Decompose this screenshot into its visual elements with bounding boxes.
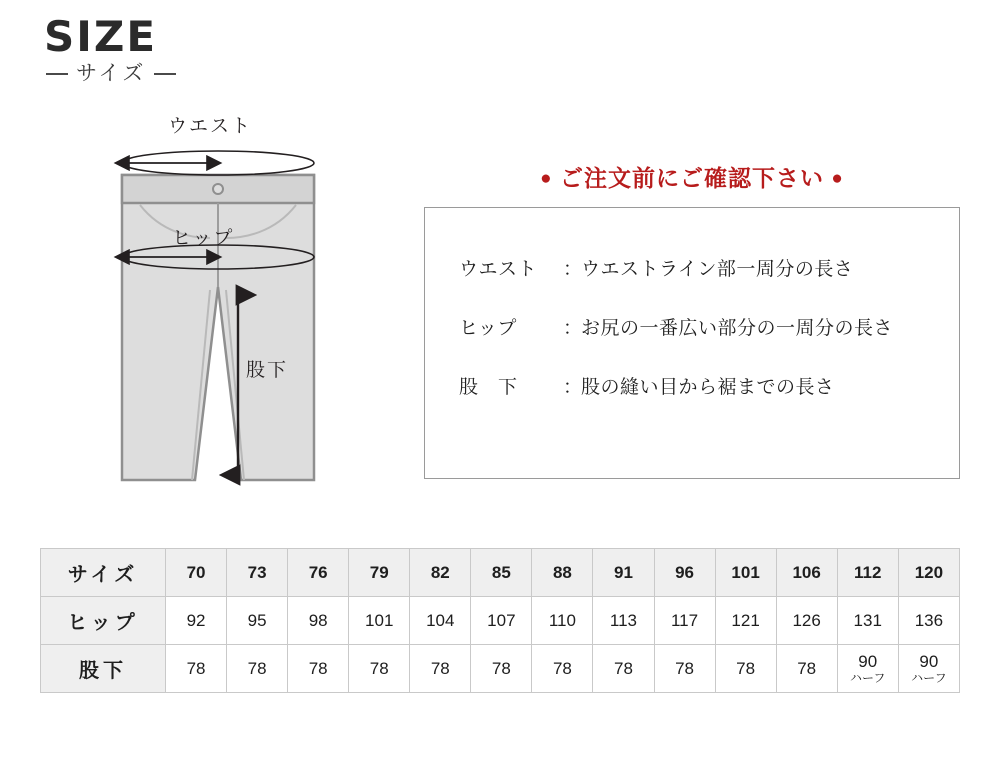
notice-row — [459, 372, 959, 399]
notice-colon: ： — [563, 259, 583, 280]
table-cell-hip: 121 — [715, 597, 776, 645]
table-cell-size: 112 — [837, 549, 898, 597]
page-title-en: SIZE — [44, 12, 158, 61]
table-rowheader-inseam: 股下 — [41, 645, 166, 693]
table-cell-inseam — [715, 645, 776, 693]
notice-label: 股 下 — [459, 377, 538, 398]
table-rowheader-hip: ヒップ — [41, 597, 166, 645]
cell-value: 78 — [369, 658, 389, 678]
table-cell-size: 70 — [166, 549, 227, 597]
table-cell-size: 73 — [227, 549, 288, 597]
cell-value: 78 — [247, 658, 267, 678]
table-cell-inseam — [349, 645, 410, 693]
table-cell-inseam — [837, 645, 898, 693]
cell-value: 90 — [858, 651, 878, 671]
notice-colon: ： — [563, 318, 583, 339]
cell-value: 78 — [491, 658, 511, 678]
table-cell-hip: 136 — [898, 597, 959, 645]
pants-measurement-illustration — [100, 105, 360, 505]
bullet-left-icon: ● — [540, 168, 553, 189]
table-cell-hip: 126 — [776, 597, 837, 645]
table-cell-inseam — [532, 645, 593, 693]
cell-note: ハーフ — [850, 670, 886, 685]
table-row-size — [41, 549, 960, 597]
table-cell-inseam — [593, 645, 654, 693]
table-cell-inseam — [776, 645, 837, 693]
cell-value: 78 — [308, 658, 328, 678]
size-table-wrapper — [40, 548, 960, 693]
table-cell-hip: 104 — [410, 597, 471, 645]
table-cell-hip: 95 — [227, 597, 288, 645]
cell-value: 78 — [430, 658, 450, 678]
notice-text: ウエストライン部一周分の長さ — [581, 259, 854, 280]
table-cell-inseam — [227, 645, 288, 693]
table-cell-size: 91 — [593, 549, 654, 597]
table-cell-hip: 110 — [532, 597, 593, 645]
table-cell-hip: 117 — [654, 597, 715, 645]
cell-value: 78 — [552, 658, 572, 678]
table-cell-size: 76 — [288, 549, 349, 597]
page-title — [44, 14, 344, 86]
notice-title — [424, 160, 960, 193]
hip-label: ヒップ — [172, 228, 235, 249]
inseam-label: 股下 — [246, 360, 289, 381]
title-dash-right — [154, 73, 176, 75]
table-cell-hip: 131 — [837, 597, 898, 645]
notice-label: ヒップ — [459, 318, 537, 339]
table-cell-inseam — [166, 645, 227, 693]
table-cell-inseam — [471, 645, 532, 693]
table-row-hip — [41, 597, 960, 645]
table-cell-size: 106 — [776, 549, 837, 597]
notice-title-text: ご注文前にご確認下さい — [560, 165, 824, 191]
notice-text: お尻の一番広い部分の一周分の長さ — [581, 318, 894, 339]
size-table — [40, 548, 960, 693]
table-cell-hip: 92 — [166, 597, 227, 645]
waist-button — [213, 184, 223, 194]
cell-value: 78 — [675, 658, 694, 678]
table-cell-inseam — [654, 645, 715, 693]
cell-value: 90 — [919, 651, 939, 671]
table-cell-inseam — [410, 645, 471, 693]
waist-label: ウエスト — [168, 116, 253, 137]
table-cell-size: 79 — [349, 549, 410, 597]
table-cell-size: 88 — [532, 549, 593, 597]
cell-value: 78 — [614, 658, 633, 678]
table-cell-size: 101 — [715, 549, 776, 597]
notice-colon: ： — [563, 377, 583, 398]
table-cell-size: 82 — [410, 549, 471, 597]
bullet-right-icon: ● — [831, 168, 844, 189]
table-cell-size: 120 — [898, 549, 959, 597]
notice-row — [459, 313, 959, 340]
notice-row — [459, 254, 959, 281]
table-cell-inseam — [288, 645, 349, 693]
table-cell-inseam — [898, 645, 959, 693]
cell-note: ハーフ — [911, 670, 947, 685]
table-cell-hip: 98 — [288, 597, 349, 645]
table-rowheader-size: サイズ — [41, 549, 166, 597]
page-title-jp-row — [46, 62, 344, 86]
table-cell-hip: 101 — [349, 597, 410, 645]
notice-panel — [424, 160, 960, 479]
cell-value: 78 — [797, 658, 817, 678]
title-dash-left — [46, 73, 68, 75]
cell-value: 78 — [186, 658, 206, 678]
table-row-inseam — [41, 645, 960, 693]
cell-value: 78 — [736, 658, 756, 678]
page-title-jp: サイズ — [76, 62, 147, 85]
table-cell-size: 96 — [654, 549, 715, 597]
table-cell-hip: 107 — [471, 597, 532, 645]
table-cell-size: 85 — [471, 549, 532, 597]
table-cell-hip: 113 — [593, 597, 654, 645]
notice-box — [424, 207, 960, 479]
notice-text: 股の縫い目から裾までの長さ — [581, 377, 835, 398]
notice-label: ウエスト — [459, 259, 538, 280]
